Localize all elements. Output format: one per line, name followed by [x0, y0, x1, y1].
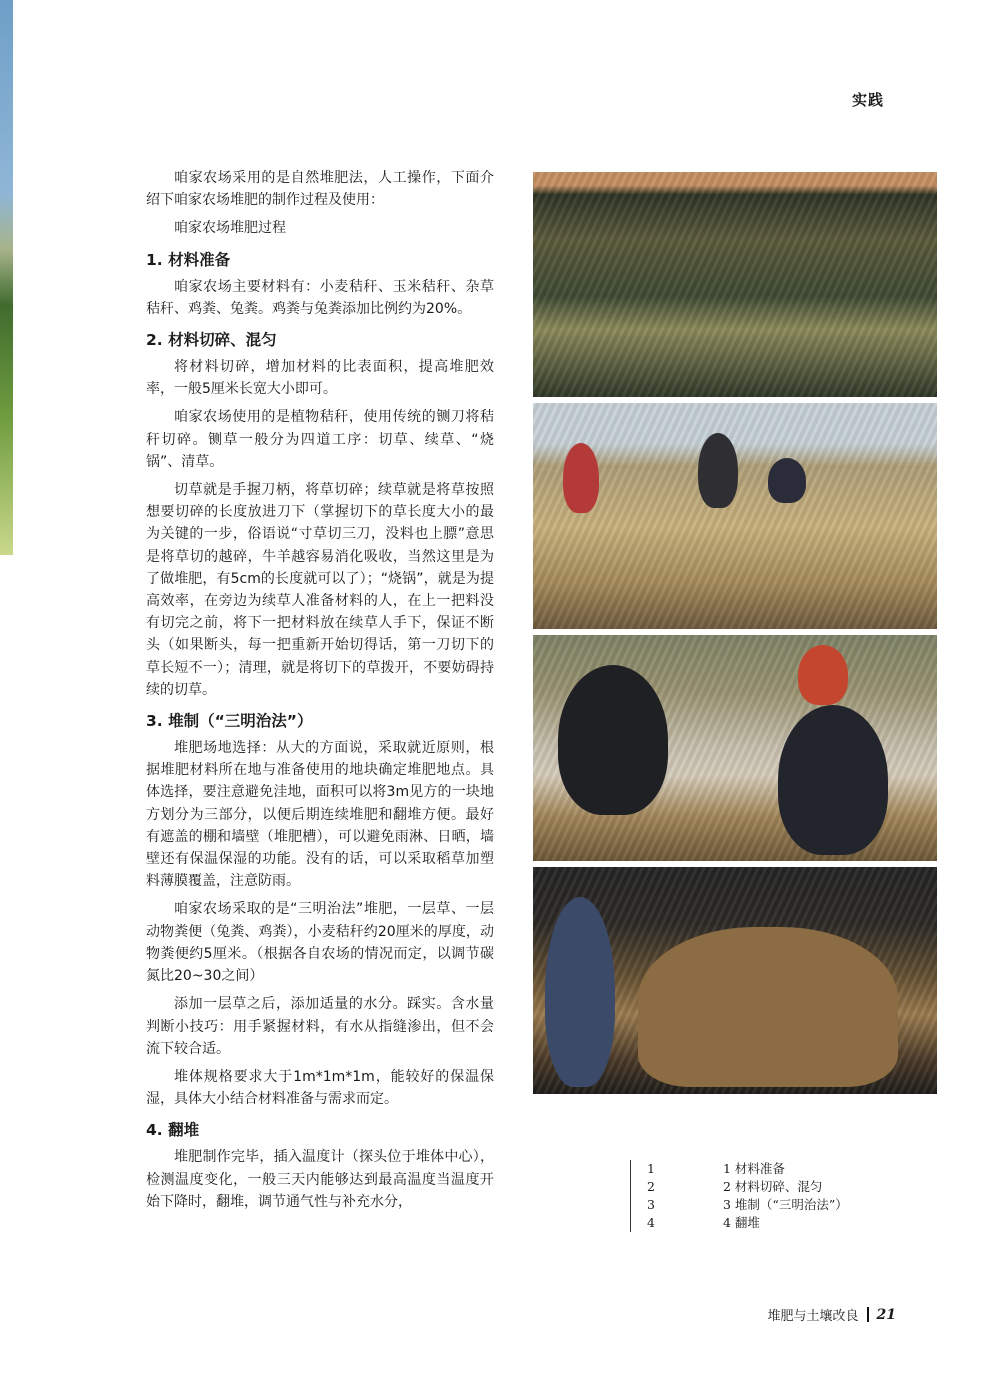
intro-subtitle: 咱家农场堆肥过程	[174, 220, 286, 237]
caption-text: 4 翻堆	[723, 1215, 760, 1230]
section-heading-2: 2. 材料切碎、混匀	[146, 331, 277, 350]
photo-chopping-mixing	[533, 403, 937, 629]
section-heading-1: 1. 材料准备	[146, 250, 231, 269]
photo-captions	[630, 1160, 927, 1232]
paragraph: 将材料切碎，增加材料的比表面积，提高堆肥效率，一般5厘米长宽大小即可。	[146, 359, 494, 398]
edge-photo-strip	[0, 0, 13, 555]
footer-divider	[867, 1307, 869, 1322]
photo-column	[533, 172, 937, 1100]
caption-row	[647, 1160, 927, 1178]
paragraph: 堆肥制作完毕，插入温度计（探头位于堆体中心），检测温度变化，一般三天内能够达到最高温度当温度开始下降时，翻堆，调节通气性与补充水分，	[146, 1149, 494, 1210]
paragraph: 咱家农场采取的是“三明治法”堆肥，一层草、一层动物粪便（兔粪、鸡粪），小麦秸秆约20厘米的厚度，动物粪便约5厘米。（根据各自农场的情况而定，以调节碳氮比20~30之间）	[146, 901, 494, 985]
caption-text: 1 材料准备	[723, 1161, 785, 1176]
caption-text: 2 材料切碎、混匀	[723, 1179, 823, 1194]
paragraph: 咱家农场使用的是植物秸秆，使用传统的铡刀将秸秆切碎。铡草一般分为四道工序：切草、续草、“烧锅”、清草。	[146, 409, 494, 470]
paragraph: 添加一层草之后，添加适量的水分。踩实。含水量判断小技巧：用手紧握材料，有水从指缝渗出，但不会流下较合适。	[146, 996, 494, 1057]
caption-text: 3 堆制（“三明治法”）	[723, 1197, 848, 1212]
caption-row	[647, 1196, 927, 1214]
caption-row	[647, 1178, 927, 1196]
intro-paragraph: 咱家农场采用的是自然堆肥法，人工操作，下面介绍下咱家农场堆肥的制作过程及使用：	[146, 170, 494, 209]
page-footer	[768, 1305, 897, 1324]
section-tag: 实践	[851, 91, 884, 109]
photo-material-preparation	[533, 172, 937, 397]
photo-sandwich-pile	[533, 635, 937, 861]
page-number: 21	[876, 1306, 896, 1323]
caption-number: 3	[647, 1197, 655, 1212]
photo-turning-pile	[533, 867, 937, 1094]
paragraph: 咱家农场主要材料有：小麦秸秆、玉米秸秆、杂草秸秆、鸡粪、兔粪。鸡粪与兔粪添加比例约为20%。	[146, 278, 494, 317]
paragraph: 切草就是手握刀柄，将草切碎；续草就是将草按照想要切碎的长度放进刀下（掌握切下的草长度大小的最为关键的一步，俗语说“寸草切三刀，没料也上膘”意思是将草切的越碎，牛羊越容易消化吸收，当然这里是为了做堆肥，有5cm的长度就可以了）；“烧锅”，就是为提高效率，在旁边为续草人准备材料的人，在上一把料没有切完之前，将下一把材料放在续草人手下，保证不断头（如果断头，每一把重新开始切得话，第一刀切下的草长短不一）；清理，就是将切下的草拨开，不要妨碍持续的切草。	[146, 482, 494, 698]
paragraph: 堆体规格要求大于1m*1m*1m，能较好的保温保湿，具体大小结合材料准备与需求而定。	[146, 1068, 494, 1108]
section-heading-3: 3. 堆制（“三明治法”）	[146, 712, 313, 731]
caption-number: 4	[647, 1215, 655, 1230]
article-body	[146, 167, 494, 1219]
caption-number: 1	[647, 1161, 655, 1176]
caption-number: 2	[647, 1179, 655, 1194]
section-heading-4: 4. 翻堆	[146, 1121, 200, 1140]
paragraph: 堆肥场地选择：从大的方面说，采取就近原则，根据堆肥材料所在地与准备使用的地块确定堆肥地点。具体选择，要注意避免洼地，面积可以将3m见方的一块地方划分为三部分，以便后期连续堆肥和翻堆方便。最好有遮盖的棚和墙壁（堆肥槽），可以避免雨淋、日晒，墙壁还有保温保湿的功能。没有的话，可以采取稻草加塑料薄膜覆盖，注意防雨。	[146, 740, 494, 890]
journal-title: 堆肥与土壤改良	[767, 1309, 859, 1324]
caption-row	[647, 1214, 927, 1232]
